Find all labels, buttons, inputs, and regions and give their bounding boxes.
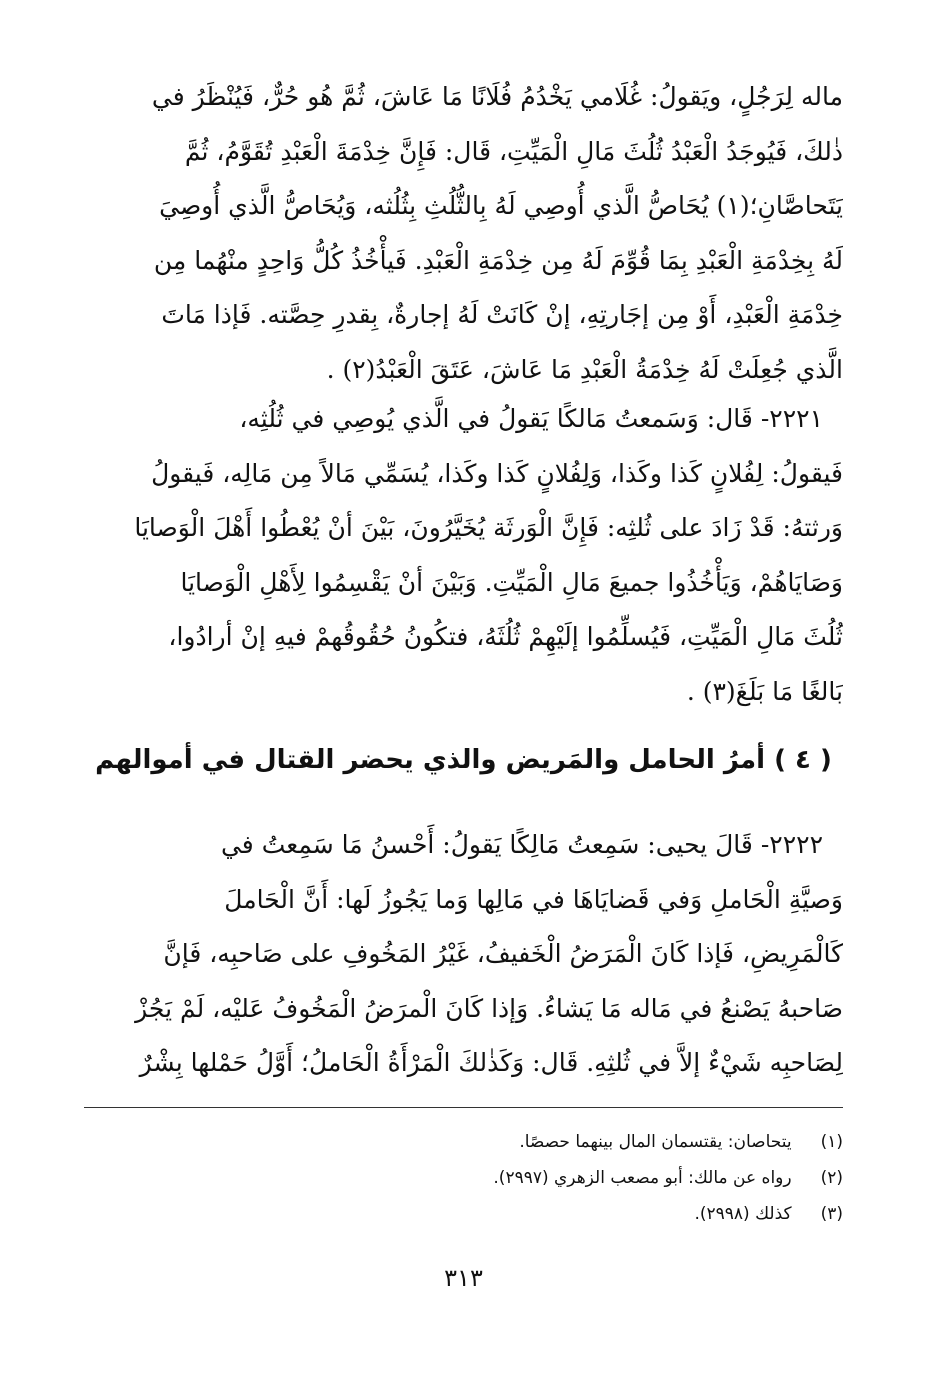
- footnote-item: [128, 1196, 843, 1232]
- text-line: بَالغًا مَا بَلَغَ(٣) .: [686, 676, 843, 706]
- text-line: خِدْمَةِ الْعَبْدِ، أَوْ مِن إجَارتِهِ، إنْ كَانَتْ لَهُ إجارةٌ، بِقدرِ حِصَّته. فَإذا مَاتَ: [161, 300, 843, 329]
- text-line: ثُلُثَ مَالِ الْمَيِّتِ، فَيُسلِّمُوا إلَيْهِمْ ثُلُثَهُ، فتكُونُ حُقُوقُهمْ فيهِ إنْ أرادُوا،: [168, 622, 843, 651]
- footnote-text: يتحاصان: يقتسمان المال بينهما حصصًا.: [519, 1132, 792, 1152]
- text-line: ماله لِرَجُلٍ، ويَقولُ: غُلَامي يَخْدُمُ فُلَانًا مَا عَاشَ، ثُمَّ هُو حُرٌّ، فَيُنْظَرُ في: [151, 82, 843, 111]
- footnote-number: (٣): [820, 1204, 843, 1224]
- text-line: الَّذي جُعِلَتْ لَهُ خِدْمَةُ الْعَبْدِ مَا عَاشَ، عَتَقَ الْعَبْدُ(٢) .: [326, 354, 843, 384]
- text-line: ٢٢٢١- قَال: وَسَمعتُ مَالكًا يَقولُ في الَّذي يُوصِي في ثُلُثِه،: [239, 404, 823, 433]
- footnote-item: [128, 1160, 843, 1196]
- footnote-number: (١): [820, 1132, 843, 1152]
- text-line: كَالْمَرِيضِ، فَإذا كَانَ الْمَرَضُ الْخَفيفُ، غَيْرُ المَخُوفِ على صَاحبِه، فَإنَّ: [163, 939, 843, 968]
- text-line: يَتَحاصَّانِ؛(١) يُحَاصُّ الَّذي أُوصِي لَهُ بِالثُّلُثِ بِثُلُثه، وَيُحَاصُّ الَّذي أُوصِيَ: [159, 191, 843, 220]
- paragraph-2221: [128, 392, 843, 719]
- text-line: فَيقولُ: لِفُلانٍ كَذا وكَذا، وَلِفُلانٍ كَذا وكَذا، يُسَمِّي مَالاً مِن مَالِه، فَيقولُ: [151, 458, 843, 488]
- section-heading: ( ٤ ) أمرُ الحامل والمَريض والذي يحضر القتال في أموالهم: [95, 745, 832, 775]
- footnote-text: كذلك (٢٩٩٨).: [694, 1204, 792, 1224]
- text-line: لَهُ بِخِدْمَةِ الْعَبْدِ بِمَا قُوِّمَ لَهُ مِن خِدْمَةِ الْعَبْدِ. فَيأْخُذُ كُلُّ وَاحِدٍ منْهُما مِن: [153, 245, 843, 275]
- text-line: وَصيَّةِ الْحَاملِ وَفي قَضايَاهَا في مَالِها وَما يَجُوزُ لَها: أَنَّ الْحَاملَ: [224, 884, 843, 914]
- text-line: صَاحبهُ يَصْنعُ في مَاله مَا يَشاءُ. وَإذا كَانَ الْمرَضُ الْمَخُوفُ عَليْه، لَمْ يَجُزْ: [135, 993, 843, 1023]
- footnote-text: رواه عن مالك: أبو مصعب الزهري (٢٩٩٧).: [493, 1168, 792, 1188]
- text-line: ٢٢٢٢- قَالَ يحيى: سَمِعتُ مَالِكًا يَقولُ: أَحْسنُ مَا سَمِعتُ في: [220, 830, 823, 859]
- footnotes: [128, 1124, 843, 1232]
- text-line: وَرثتهُ: قَدْ زَادَ على ثُلثِه: فَإِنَّ الْوَرثَة يُخَيَّرُونَ، بَيْنَ أنْ يُعْطُوا أَهْلَ الْوَصايَا: [134, 513, 843, 542]
- text-line: ذٰلكَ، فَيُوجَدُ الْعَبْدُ ثُلُثَ مَالِ الْمَيِّتِ، قَال: فَإِنَّ خِدْمَةَ الْعَبْدِ تُقَوَّمُ، ثُمَّ: [184, 136, 843, 166]
- paragraph-continuation: [128, 70, 843, 397]
- page-number: ٣١٣: [444, 1264, 483, 1292]
- text-line: وَصَايَاهُمْ، وَيَأْخُذُوا جميعَ مَالِ الْمَيِّتِ. وَبَيْنَ أنْ يَقْسِمُوا لِأَهْلِ الْوَصايَا: [180, 567, 843, 597]
- footnote-item: [128, 1124, 843, 1160]
- footnote-number: (٢): [820, 1168, 843, 1188]
- text-line: لِصَاحبِه شَيْءٌ إلاَّ في ثُلثِهِ. قَال: وَكَذٰلكَ الْمَرْأَةُ الْحَاملُ؛ أَوَّلُ حَمْلها بِشْرٌ: [139, 1048, 843, 1077]
- footnote-divider: [84, 1107, 843, 1108]
- paragraph-2222: [128, 818, 843, 1091]
